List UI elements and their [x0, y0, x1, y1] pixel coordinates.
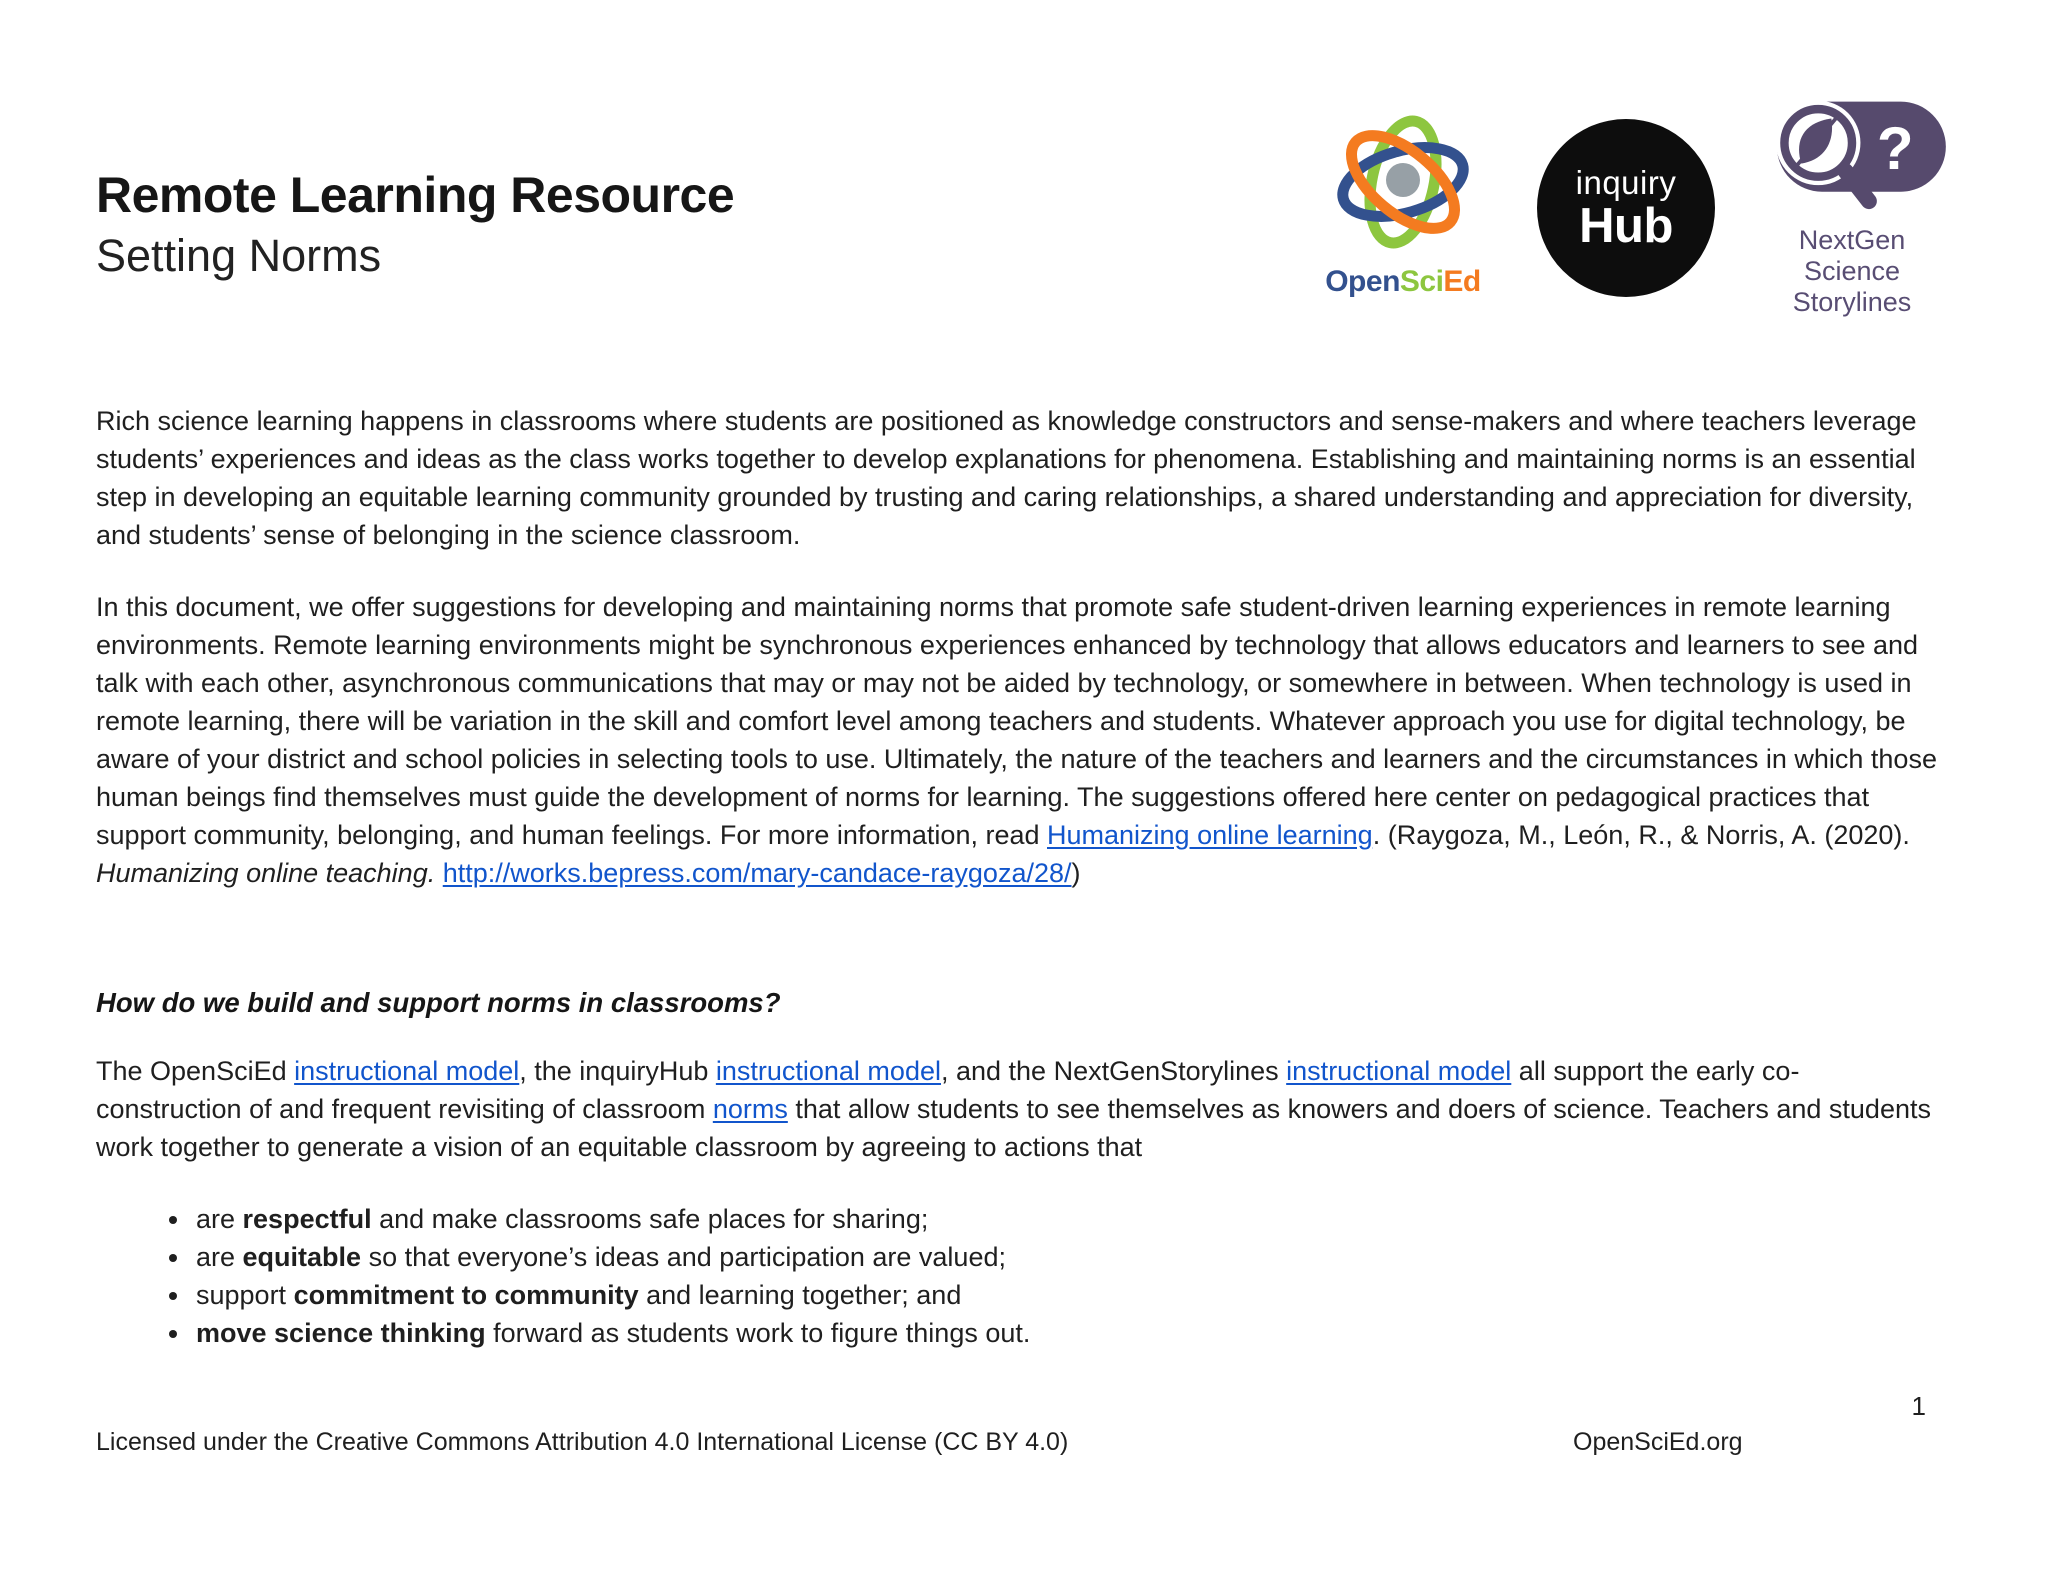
link-instructional-model-inquiryhub[interactable]: instructional model [715, 1056, 941, 1086]
bullet-bold-text: equitable [242, 1242, 362, 1272]
question-mark-glyph: ? [1876, 115, 1914, 183]
inquiry-hub-inquiry-label: inquiry [1575, 163, 1677, 201]
paragraph-text: that allow students to see themselves as knowers and doers of science. Teachers and students work together to generate a vision of an equitable classroom by agreeing to actions that [96, 1094, 1931, 1162]
paragraph-remote-learning [96, 588, 1938, 892]
bullet-bold-text: commitment to community [293, 1280, 639, 1310]
opensci-ed-wordmark [1318, 265, 1488, 299]
bullet-text: are [196, 1204, 243, 1234]
section-heading-build-norms: How do we build and support norms in classrooms? [96, 987, 781, 1018]
page-subtitle: Setting Norms [96, 230, 382, 281]
list-item [192, 1238, 1938, 1276]
footer-site-text: OpenSciEd.org [1573, 1428, 1743, 1456]
paragraph-text: The OpenSciEd [96, 1056, 295, 1086]
bullet-bold-text: move science thinking [196, 1318, 486, 1348]
citation-text: . (Raygoza, M., León, R., & Norris, A. (2020). [1372, 820, 1910, 850]
list-item [192, 1276, 1938, 1314]
paragraph-text: In this document, we offer suggestions for developing and maintaining norms that promote safe student-driven learning experiences in remote learning environments. Remote learning environments might be synchronous experiences enhanced by technology that allows educators and learners to see and talk with each other, asynchronous communications that may or may not be aided by technology, or somewhere in between. When technology is used in remote learning, there will be variation in the skill and comfort level among teachers and students. Whatever approach you use for digital technology, be aware of your district and school policies in selecting tools to use. Ultimately, the nature of the teachers and learners and the circumstances in which those human beings find themselves must guide the development of norms for learning. The suggestions offered here center on pedagogical practices that support community, belonging, and human feelings. For more information, read [96, 592, 1937, 850]
citation-title-italic: Humanizing online teaching. [96, 858, 436, 888]
list-item [192, 1314, 1938, 1352]
wordmark-open: Open [1325, 265, 1400, 298]
wordmark-sci: Sci [1399, 265, 1444, 298]
norms-bullet-list [96, 1200, 1938, 1352]
link-bepress-url[interactable]: http://works.bepress.com/mary-candace-raygoza/28/ [442, 858, 1072, 888]
footer-license-text: Licensed under the Creative Commons Attribution 4.0 International License (CC BY 4.0) [96, 1428, 1069, 1456]
paragraph-rich-science: Rich science learning happens in classrooms where students are positioned as knowledge constructors and sense-makers and where teachers leverage students’ experiences and ideas as the class works together to develop explanations for phenomena. Establishing and maintaining norms is an essential step in developing an equitable learning community grounded by trusting and caring relationships, a shared understanding and appreciation for diversity, and students’ sense of belonging in the science classroom. [96, 406, 1917, 550]
link-instructional-model-opensci[interactable]: instructional model [294, 1056, 520, 1086]
nextgen-line2: Science [1803, 256, 1901, 286]
nextgen-storylines-logo [1750, 96, 1954, 318]
bullet-text: forward as students work to figure things out. [485, 1318, 1031, 1348]
inquiry-hub-logo [1537, 119, 1715, 297]
spacer-text [435, 858, 443, 888]
link-instructional-model-nextgen[interactable]: instructional model [1286, 1056, 1512, 1086]
paragraph-instructional-models [96, 1052, 1938, 1166]
link-humanizing-online-learning[interactable]: Humanizing online learning [1047, 820, 1373, 850]
list-item [192, 1200, 1938, 1238]
bullet-text: support [196, 1280, 294, 1310]
paragraph-text: all support the early co-construction of and frequent revisiting of classroom [96, 1056, 1800, 1124]
opensci-ed-logo [1318, 106, 1488, 299]
closing-paren: ) [1071, 858, 1081, 888]
bullet-bold-text: respectful [242, 1204, 372, 1234]
bullet-text: and make classrooms safe places for sharing; [371, 1204, 929, 1234]
magnifier-question-icon [1752, 115, 1952, 222]
bullet-text: are [196, 1242, 243, 1272]
wordmark-ed: Ed [1443, 265, 1481, 298]
nextgen-line3: Storylines [1792, 287, 1912, 317]
link-norms[interactable]: norms [712, 1094, 788, 1124]
inquiry-hub-hub-label: Hub [1579, 198, 1673, 253]
document-body [96, 402, 1938, 1352]
paragraph-text: , the inquiryHub [519, 1056, 716, 1086]
nextgen-logo-text [1750, 225, 1954, 318]
bullet-text: and learning together; and [638, 1280, 962, 1310]
page-title: Remote Learning Resource [96, 167, 735, 223]
page-number: 1 [1911, 1391, 1926, 1421]
title-block [96, 168, 734, 281]
bullet-text: so that everyone’s ideas and participation are valued; [361, 1242, 1006, 1272]
nextgen-line1: NextGen [1798, 225, 1906, 255]
paragraph-text: , and the NextGenStorylines [940, 1056, 1287, 1086]
